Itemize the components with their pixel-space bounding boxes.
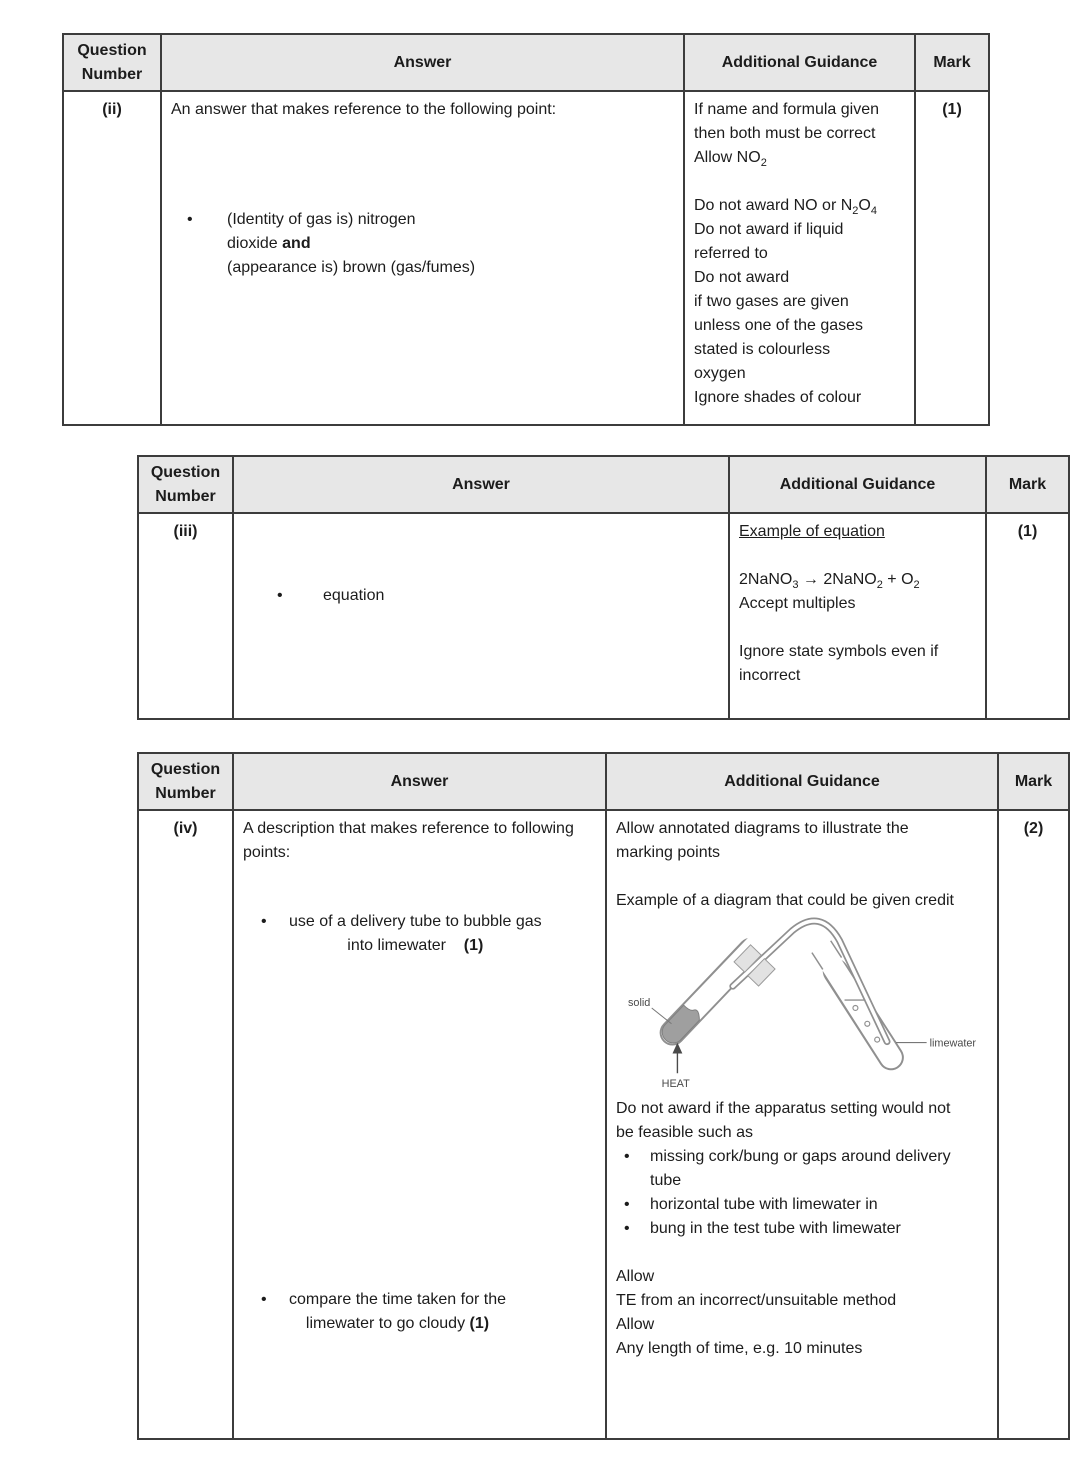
limewater-label: limewater (929, 1037, 977, 1050)
guidance-text-mid: Do not award if the apparatus setting would not be feasible such as (616, 1100, 951, 1141)
answer-bullet-line: into limewater (1) (347, 937, 484, 954)
bullet-icon: • (261, 1291, 267, 1308)
heat-label: HEAT (661, 1078, 690, 1091)
col-header-mark: Mark (986, 456, 1069, 513)
col-header-answer: Answer (233, 753, 606, 810)
answer-bullet-1 (243, 910, 596, 958)
guidance-bullet: • bung in the test tube with limewater (616, 1217, 971, 1241)
answer-bullet-text (227, 208, 475, 280)
solid-pointer-line (652, 1008, 672, 1024)
question-number-cell: (iii) (138, 513, 233, 719)
mark-scheme-table-iv (137, 752, 1070, 1440)
col-header-additional-guidance: Additional Guidance (606, 753, 998, 810)
answer-bullet-text (289, 1288, 506, 1336)
answer-cell (233, 810, 606, 1439)
mark-cell: (1) (915, 91, 989, 425)
answer-bullet-text: equation (323, 587, 385, 604)
table-row (63, 91, 989, 425)
bullet-icon: • (277, 587, 283, 604)
header-row (63, 34, 989, 91)
answer-intro: A description that makes reference to following points: (243, 820, 574, 861)
col-header-question-number: Question Number (63, 34, 161, 91)
answer-bullet (171, 208, 674, 280)
guidance-cell (729, 513, 986, 719)
bullet-icon: • (261, 913, 267, 930)
mark-scheme-table-iii (137, 455, 1070, 720)
answer-bullet-2 (243, 1288, 596, 1336)
guidance-text-top: Allow annotated diagrams to illustrate the marking points Example of a diagram that could be given credit (616, 820, 954, 909)
question-number-cell: (ii) (63, 91, 161, 425)
header-row (138, 456, 1069, 513)
solid-sample (662, 1005, 699, 1043)
answer-bullet-line: dioxide and (227, 235, 311, 252)
answer-bullet-line: use of a delivery tube to bubble gas (289, 913, 542, 930)
mark-cell: (1) (986, 513, 1069, 719)
col-header-answer: Answer (161, 34, 684, 91)
table-row (138, 810, 1069, 1439)
mark-scheme-table-ii (62, 33, 990, 426)
col-header-additional-guidance: Additional Guidance (729, 456, 986, 513)
col-header-question-number: Question Number (138, 456, 233, 513)
col-header-additional-guidance: Additional Guidance (684, 34, 915, 91)
col-header-mark: Mark (915, 34, 989, 91)
question-number-cell: (iv) (138, 810, 233, 1439)
answer-cell (233, 513, 729, 719)
table-row (138, 513, 1069, 719)
apparatus-diagram (616, 917, 992, 1095)
guidance-text-bottom: Allow TE from an incorrect/unsuitable method Allow Any length of time, e.g. 10 minutes (616, 1268, 897, 1357)
heat-arrow (672, 1043, 682, 1074)
guidance-text: If name and formula given then both must be correct Allow $NO_2$ Do not award NO or $N_2O_4$ Do not award if liquid referred to Do not award if two gases are given unless one of the gases stated is colourless oxygen Ignore shades of colour (694, 101, 879, 406)
guidance-bullet-list (616, 1145, 988, 1241)
mark-cell: (2) (998, 810, 1069, 1439)
col-header-question-number: Question Number (138, 753, 233, 810)
answer-bullet-line: (Identity of gas is) nitrogen (227, 211, 416, 228)
answer-intro: An answer that makes reference to the following point: (171, 101, 557, 118)
guidance-text: Example of equation 2NaNO$_3$ → 2NaNO$_2$ + $O_2$ Accept multiples Ignore state symbols even if incorrect (739, 523, 939, 684)
answer-bullet-text (289, 910, 542, 958)
col-header-answer: Answer (233, 456, 729, 513)
guidance-bullet: • horizontal tube with limewater in (616, 1193, 971, 1217)
header-row (138, 753, 1069, 810)
answer-bullet-line: (appearance is) brown (gas/fumes) (227, 259, 476, 276)
bullet-icon: • (187, 211, 193, 228)
guidance-bullet: • missing cork/bung or gaps around delivery tube (616, 1145, 971, 1193)
answer-cell (161, 91, 684, 425)
col-header-mark: Mark (998, 753, 1069, 810)
answer-bullet (243, 584, 719, 608)
answer-bullet-line: limewater to go cloudy (1) (305, 1315, 490, 1332)
answer-bullet-line: compare the time taken for the (289, 1291, 506, 1308)
solid-label: solid (627, 997, 651, 1009)
guidance-cell (684, 91, 915, 425)
guidance-cell (606, 810, 998, 1439)
